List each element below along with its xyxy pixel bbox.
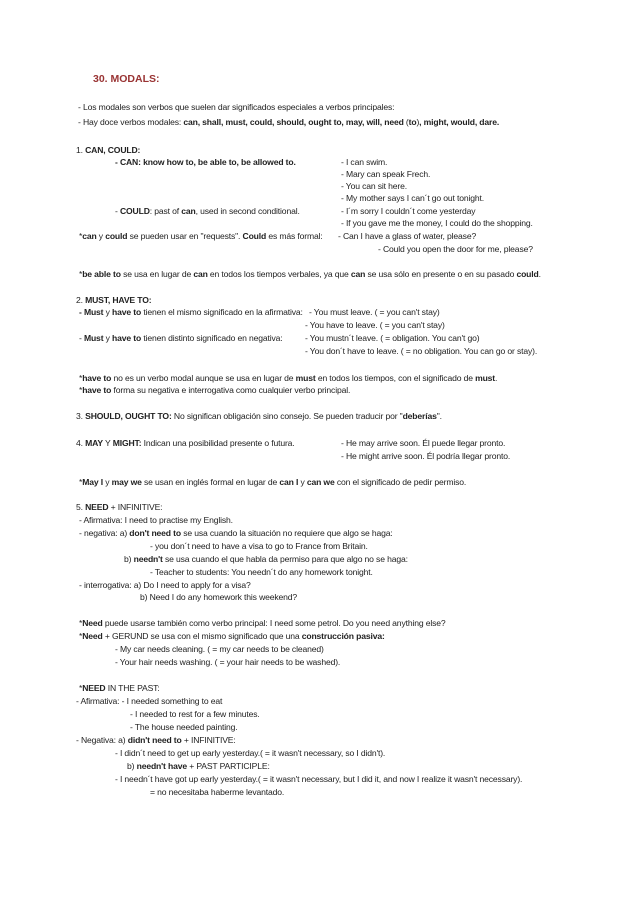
section-5-line: - negativa: a) don't need to se usa cuando la situación no requiere que algo se haga: <box>79 528 393 538</box>
section-5-line: = no necesitaba haberme levantado. <box>150 787 285 797</box>
section-5-line: - Afirmativa: I need to practise my English. <box>79 515 233 525</box>
section-2-affirmative: - Must y have to tienen el mismo significado en la afirmativa: <box>79 307 303 317</box>
section-5-line: b) Need I do any homework this weekend? <box>140 592 298 602</box>
section-1-heading: 1. CAN, COULD: <box>76 145 141 155</box>
section-5-line: *Need + GERUND se usa con el mismo significado que una construcción pasiva: <box>79 631 385 641</box>
example: - I can swim. <box>341 157 388 167</box>
example: - He might arrive soon. Él podría llegar pronto. <box>341 451 511 461</box>
section-5-line: - I needn´t have got up early yesterday.( = it wasn't necessary, but I did it, and now I realize it wasn't necessary). <box>115 774 523 784</box>
section-3: 3. SHOULD, OUGHT TO: No significan obligación sino consejo. Se pueden traducir por "deberías". <box>76 411 442 421</box>
section-1-note: *be able to se usa en lugar de can en todos los tiempos verbales, ya que can se usa sólo en presente o en su pasado could. <box>79 269 541 279</box>
section-2-heading: 2. MUST, HAVE TO: <box>76 295 152 305</box>
section-5-line: - Negativa: a) didn't need to + INFINITIVE: <box>76 735 236 745</box>
section-5-line: - The house needed painting. <box>130 722 238 732</box>
example: - He may arrive soon. Él puede llegar pronto. <box>341 438 506 448</box>
example: - Mary can speak Frech. <box>341 169 431 179</box>
section-5-line: - Your hair needs washing. ( = your hair needs to be washed). <box>115 657 341 667</box>
section-4: 4. MAY Y MIGHT: Indican una posibilidad presente o futura. <box>76 438 295 448</box>
section-2-note-2: *have to forma su negativa e interrogativa como cualquier verbo principal. <box>79 385 351 395</box>
section-5-line: - Teacher to students: You needn´t do any homework tonight. <box>150 567 373 577</box>
section-1-can: - CAN: know how to, be able to, be allowed to. <box>115 157 296 167</box>
example: - Can I have a glass of water, please? <box>338 231 477 241</box>
example: - You don´t have to leave. ( = no obligation. You can go or stay). <box>305 346 538 356</box>
section-5-line: - interrogativa: a) Do I need to apply for a visa? <box>79 580 251 590</box>
page-title: 30. MODALS: <box>93 73 160 85</box>
section-1-could: - COULD: past of can, used in second conditional. <box>115 206 300 216</box>
section-5-line: - My car needs cleaning. ( = my car needs to be cleaned) <box>115 644 324 654</box>
section-5-line: *Need puede usarse también como verbo principal: I need some petrol. Do you need anything else? <box>79 618 446 628</box>
example: - You mustn´t leave. ( = obligation. You can't go) <box>305 333 480 343</box>
intro-line-1: - Los modales son verbos que suelen dar significados especiales a verbos principales: <box>78 102 395 112</box>
example: - If you gave me the money, I could do the shopping. <box>341 218 533 228</box>
section-2-note-1: *have to no es un verbo modal aunque se usa en lugar de must en todos los tiempos, con el significado de must. <box>79 373 498 383</box>
example: - You must leave. ( = you can't stay) <box>309 307 440 317</box>
example: - My mother says I can´t go out tonight. <box>341 193 485 203</box>
section-2-negative: - Must y have to tienen distinto significado en negativa: <box>79 333 283 343</box>
example: - You have to leave. ( = you can't stay) <box>305 320 445 330</box>
section-5-line: b) needn't have + PAST PARTICIPLE: <box>127 761 270 771</box>
example: - You can sit here. <box>341 181 407 191</box>
section-5-line: - you don´t need to have a visa to go to France from Britain. <box>150 541 368 551</box>
section-5-line: - I didn´t need to get up early yesterday.( = it wasn't necessary, so I didn't). <box>115 748 386 758</box>
section-4-note: *May I y may we se usan en inglés formal en lugar de can I y can we con el significado de pedir permiso. <box>79 477 467 487</box>
section-5-line: *NEED IN THE PAST: <box>79 683 160 693</box>
section-5-line: - I needed to rest for a few minutes. <box>130 709 260 719</box>
section-1-requests: *can y could se pueden usar en "requests". Could es más formal: <box>79 231 323 241</box>
section-5-line: - Afirmativa: - I needed something to eat <box>76 696 223 706</box>
section-5-line: b) needn't se usa cuando el que habla da permiso para que algo no se haga: <box>124 554 408 564</box>
intro-line-2: - Hay doce verbos modales: can, shall, must, could, should, ought to, may, will, need (to), might, would, dare. <box>78 117 500 127</box>
section-5-heading: 5. NEED + INFINITIVE: <box>76 502 163 512</box>
example: - I´m sorry I couldn´t come yesterday <box>341 206 476 216</box>
example: - Could you open the door for me, please? <box>378 244 533 254</box>
